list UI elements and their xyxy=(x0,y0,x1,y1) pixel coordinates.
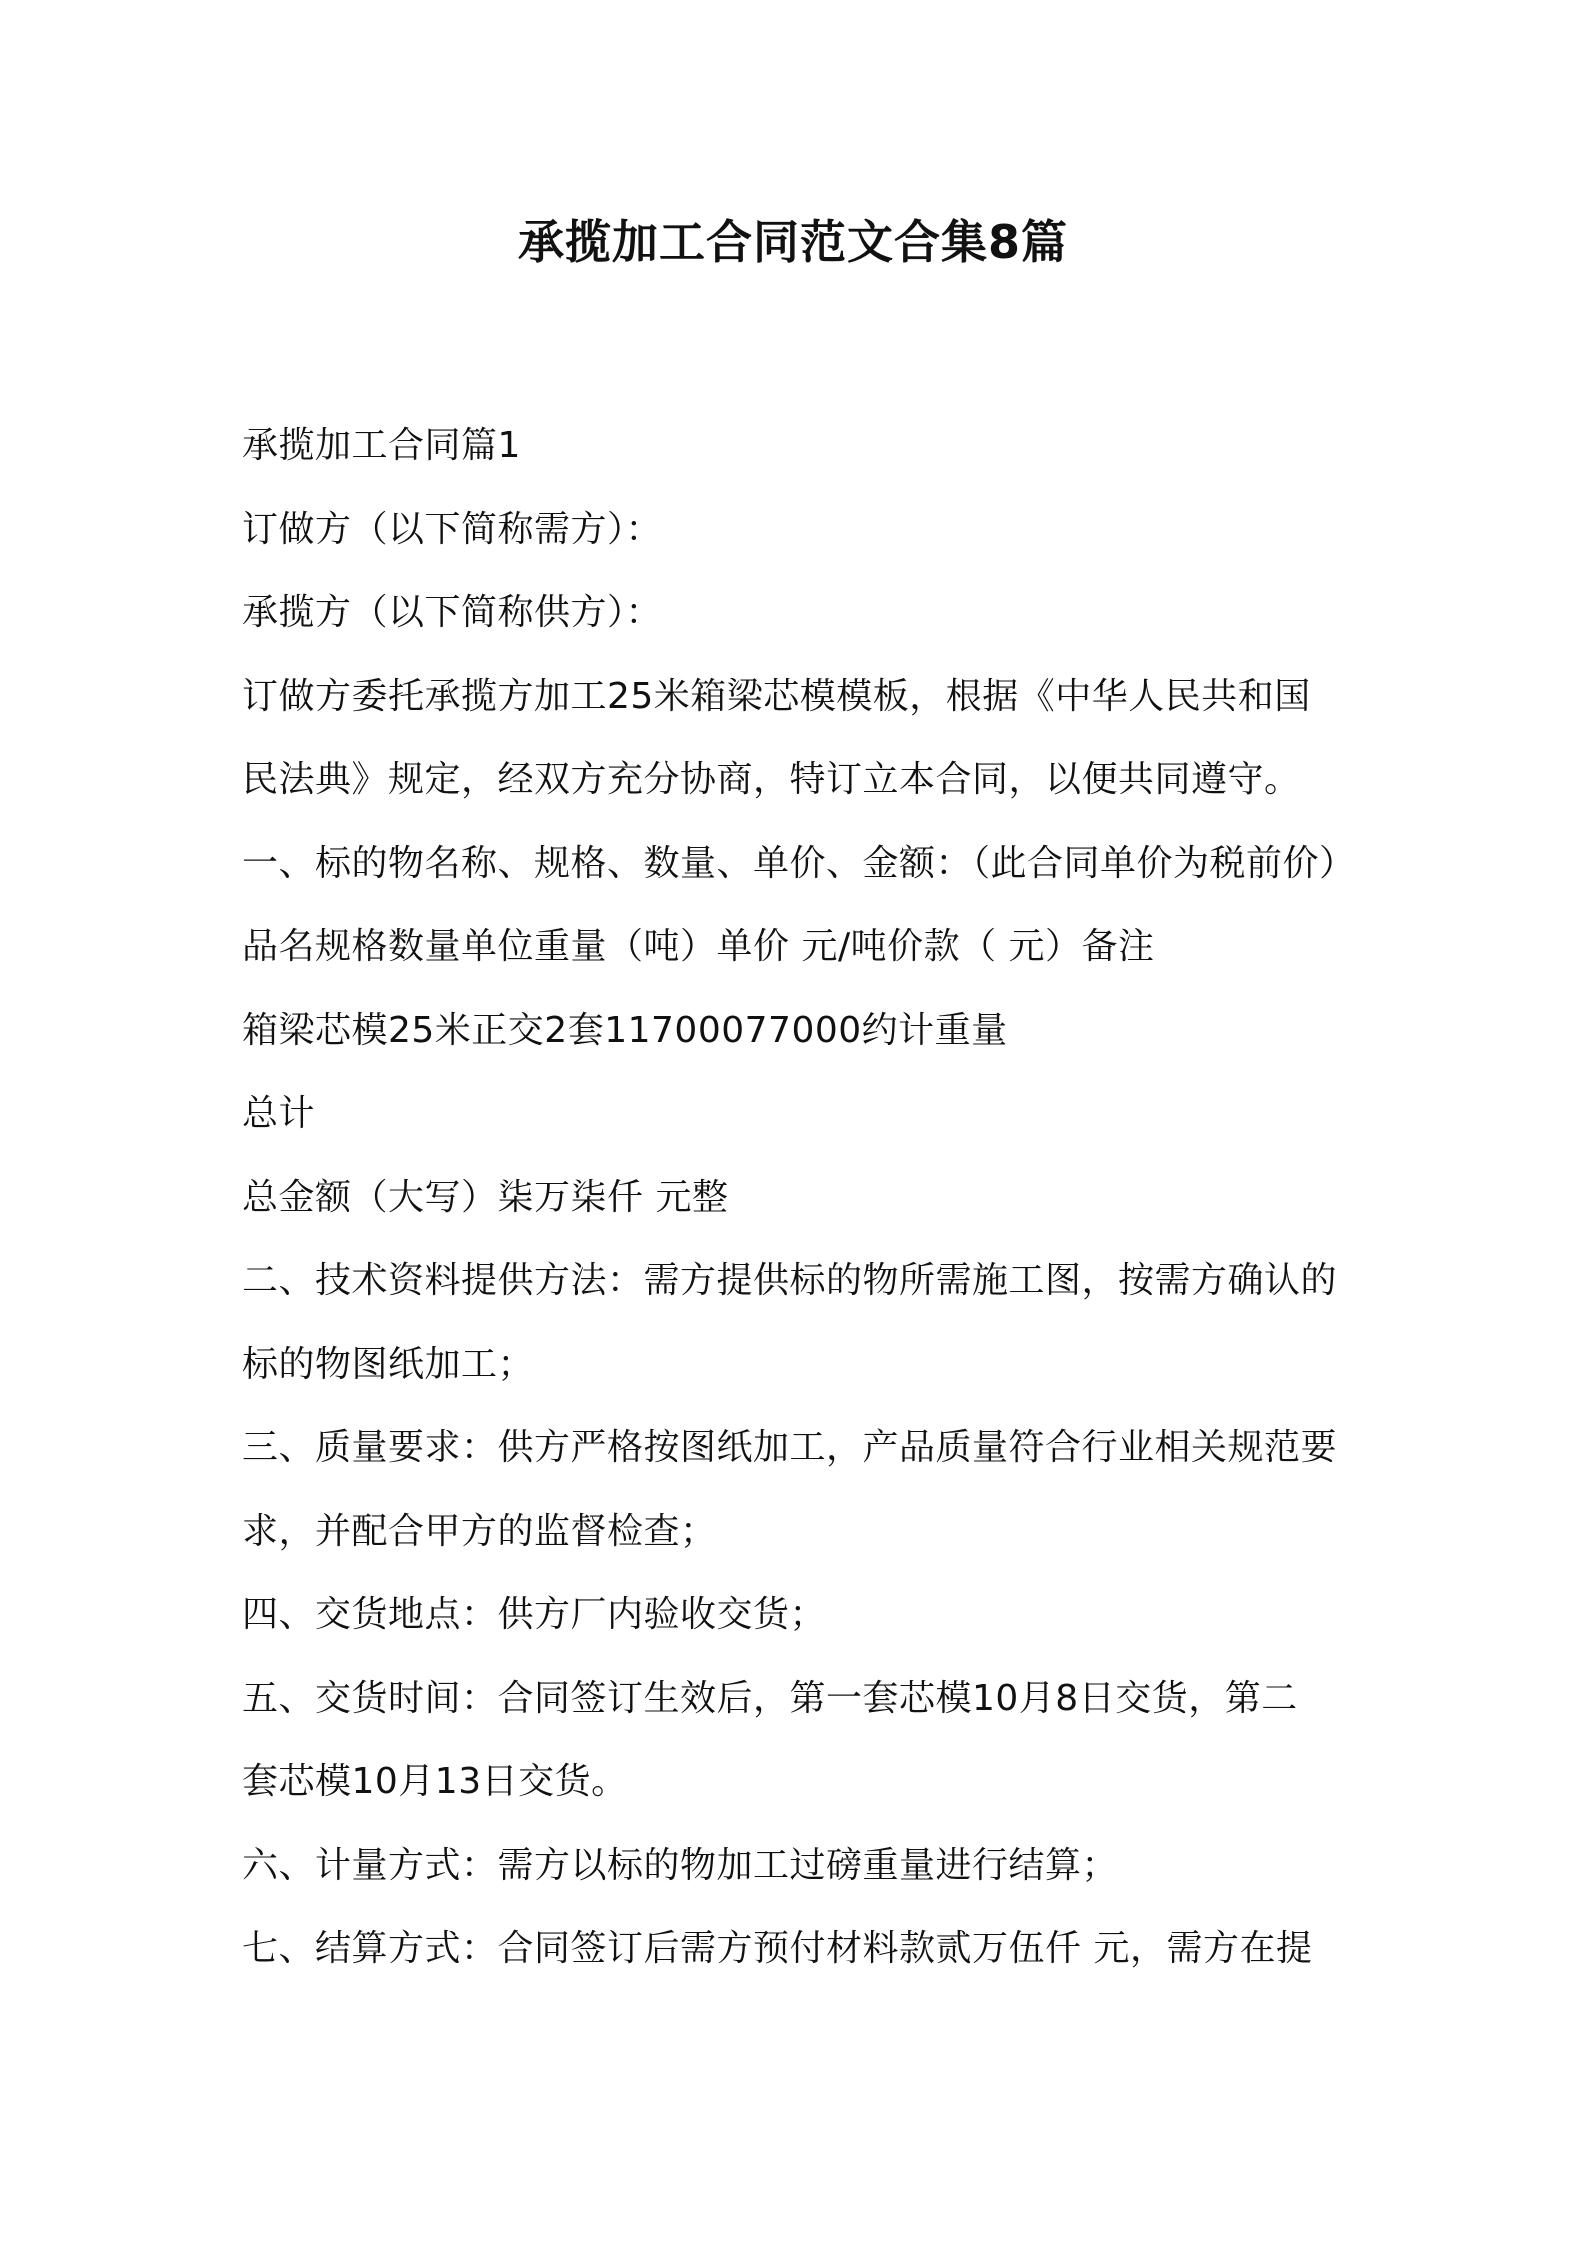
paragraph-line: 总计 xyxy=(242,1093,316,1134)
paragraph-line: 求，并配合甲方的监督检查； xyxy=(242,1510,717,1552)
paragraph-line: 七、结算方式：合同签订后需方预付材料款贰万伍仟 元，需方在提 xyxy=(242,1928,1313,1969)
paragraph-line: 箱梁芯模25米正交2套11700077000约计重量 xyxy=(242,1009,1008,1051)
paragraph-line: 标的物图纸加工； xyxy=(242,1343,535,1385)
paragraph-line: 三、质量要求：供方严格按图纸加工，产品质量符合行业相关规范要 xyxy=(242,1427,1338,1468)
document-body xyxy=(242,404,1362,1991)
paragraph-line: 六、计量方式：需方以标的物加工过磅重量进行结算； xyxy=(242,1844,1119,1886)
paragraph-line: 总金额（大写）柒万柒仟 元整 xyxy=(242,1176,729,1218)
paragraph-line: 五、交货时间：合同签订生效后，第一套芯模10月8日交货，第二 xyxy=(242,1677,1298,1719)
paragraph-line: 四、交货地点：供方厂内验收交货； xyxy=(242,1594,827,1635)
paragraph-line: 二、技术资料提供方法：需方提供标的物所需施工图，按需方确认的 xyxy=(242,1260,1338,1301)
paragraph-line: 一、标的物名称、规格、数量、单价、金额：（此合同单价为税前价） xyxy=(242,842,1356,884)
paragraph-line: 品名规格数量单位重量（吨）单价 元/吨价款（ 元）备注 xyxy=(242,926,1155,967)
paragraph-line: 承揽方（以下简称供方）： xyxy=(242,592,663,633)
paragraph-line: 套芯模10月13日交货。 xyxy=(242,1761,628,1802)
paragraph-line: 民法典》规定，经双方充分协商，特订立本合同，以便共同遵守。 xyxy=(242,759,1301,800)
document-title: 承揽加工合同范文合集8篇 xyxy=(517,215,1068,269)
paragraph-line: 订做方（以下简称需方）： xyxy=(242,508,663,550)
paragraph-line: 订做方委托承揽方加工25米箱梁芯模模板，根据《中华人民共和国 xyxy=(242,675,1311,717)
section-heading: 承揽加工合同篇1 xyxy=(242,425,521,466)
